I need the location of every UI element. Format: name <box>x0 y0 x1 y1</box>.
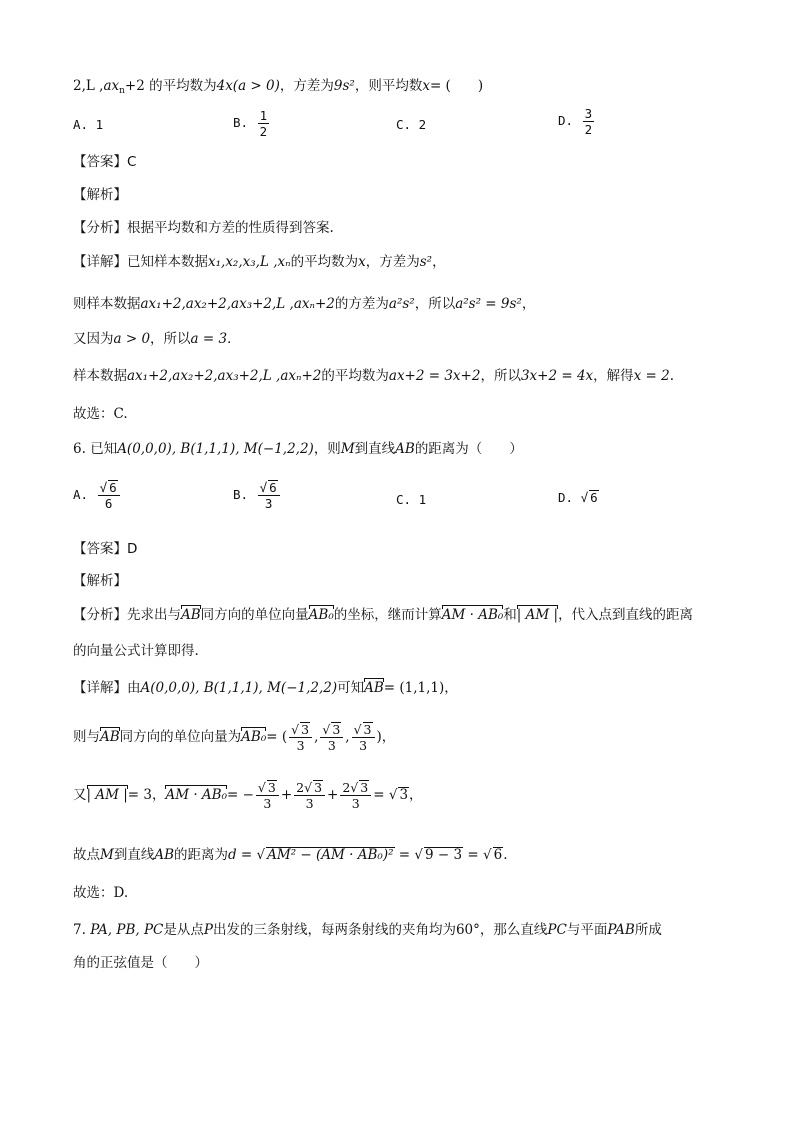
q5-stem-part: ，方差为 <box>279 78 334 94</box>
q5-detail-line-2 <box>73 292 535 312</box>
text: 同方向的单位向量为 <box>119 729 242 745</box>
radical-sign: √ <box>350 780 359 795</box>
math: a²s² = 9s² <box>455 296 522 312</box>
numerator <box>320 722 343 738</box>
analysis-tag: 【解析】 <box>73 573 127 589</box>
numerator <box>294 780 325 796</box>
text: ，所以 <box>480 368 521 384</box>
radicand: AM² − (AM · AB₀)² <box>267 847 394 863</box>
math: = 3 <box>127 787 152 803</box>
q5-fenxi <box>73 216 334 236</box>
radical-sign: √ <box>291 722 300 737</box>
radicand: 3 <box>332 722 341 737</box>
q5-stem <box>73 74 483 96</box>
answer-tag: 【答案】 <box>73 541 127 557</box>
denominator: 3 <box>264 496 273 511</box>
math: A(0,0,0), B(1,1,1), M(−1,2,2) <box>140 680 338 696</box>
math: = <box>373 787 389 803</box>
fenxi-tag: 【分析】 <box>73 607 127 623</box>
coefficient: 2 <box>296 780 305 795</box>
text: ， <box>432 254 446 270</box>
q6-option-c <box>396 492 426 507</box>
radical-sign: √ <box>483 847 492 863</box>
denominator: 3 <box>305 796 314 811</box>
radicand: 6 <box>269 480 277 495</box>
text: . <box>503 847 508 863</box>
text: ，解得 <box>593 368 634 384</box>
text: ， <box>444 680 458 696</box>
text: 的方差为 <box>334 296 389 312</box>
answer-value: D <box>127 541 138 557</box>
analysis-tag: 【解析】 <box>73 187 127 203</box>
fraction <box>258 480 280 511</box>
math: PA, PB, PC <box>90 922 164 938</box>
math: 60° <box>455 922 480 938</box>
text: ，所以 <box>150 331 191 347</box>
text: ，所以 <box>414 296 456 312</box>
denominator: 3 <box>359 738 368 753</box>
fraction <box>340 780 371 811</box>
vector: AB <box>100 729 120 745</box>
text: ， <box>409 787 423 803</box>
radicand: 6 <box>590 490 598 505</box>
radicand: 6 <box>493 847 503 863</box>
radical-sign: √ <box>353 722 362 737</box>
text: 又 <box>73 787 87 803</box>
numerator <box>98 480 120 496</box>
q6-option-d <box>558 490 599 505</box>
q6-fenxi-line-1 <box>73 603 693 623</box>
math: ax₁+2,ax₂+2,ax₃+2,L ,axₙ+2 <box>127 368 322 384</box>
text: 故点 <box>73 847 100 863</box>
text: 角的正弦值是（ ） <box>73 955 208 971</box>
radical-sign: √ <box>304 780 313 795</box>
vector: AB₀ <box>308 607 334 623</box>
math: = − <box>227 787 254 803</box>
text: 到直线 <box>354 441 396 457</box>
denominator: 3 <box>351 796 360 811</box>
fraction <box>352 722 375 753</box>
detail-tag: 【详解】 <box>73 254 127 270</box>
option-label: D. <box>558 113 574 128</box>
q7-stem-line-1 <box>73 918 662 938</box>
q5-answer <box>73 150 136 170</box>
math: ax+2 = 3x+2 <box>388 368 481 384</box>
radical-sign: √ <box>388 787 398 803</box>
option-label: C. 2 <box>396 117 427 132</box>
vector: AB <box>181 607 201 623</box>
text: 与平面 <box>566 922 608 938</box>
radicand: 3 <box>301 722 310 737</box>
text: ， <box>381 729 396 745</box>
q6-stem <box>73 437 523 457</box>
text: 先求出与 <box>127 607 181 623</box>
radicand: 6 <box>109 480 117 495</box>
q5-stem-part: 9s² <box>333 78 355 94</box>
option-label: B. <box>233 115 249 130</box>
text: ，代入点到直线的距离 <box>558 607 694 623</box>
option-label: B. <box>233 487 249 502</box>
fraction <box>98 480 120 511</box>
numerator <box>340 780 371 796</box>
math: A(0,0,0), B(1,1,1), M(−1,2,2) <box>117 441 314 457</box>
fraction <box>256 780 279 811</box>
text: 的平均数为 <box>290 254 359 270</box>
text: 又因为 <box>73 331 114 347</box>
radicand: 3 <box>267 780 276 795</box>
q6-option-a <box>73 480 122 511</box>
text: 是从点 <box>163 922 204 938</box>
q5-conclusion <box>73 402 128 422</box>
radicand: 3 <box>363 722 372 737</box>
text: ， <box>521 296 536 312</box>
q5-analysis-heading <box>73 183 127 203</box>
text: ，那么直线 <box>479 922 548 938</box>
math: P <box>203 922 213 938</box>
radical-sign: √ <box>259 480 268 495</box>
fraction <box>289 722 312 753</box>
text: ． <box>227 331 241 347</box>
radical-sign: √ <box>414 847 424 863</box>
vector: | AM | <box>86 787 128 803</box>
question-number: 7. <box>73 922 86 938</box>
question-number: 6. <box>73 441 86 457</box>
q6-conclusion <box>73 881 128 901</box>
q6-option-b <box>233 480 282 511</box>
radical-sign: √ <box>99 480 108 495</box>
q5-detail-line-4 <box>73 364 674 384</box>
vector: | AM | <box>516 607 559 623</box>
q6-detail-line-1 <box>73 676 458 696</box>
denominator: 3 <box>327 738 336 753</box>
text: 的距离为 <box>174 847 228 863</box>
fenxi-tag: 【分析】 <box>73 220 127 236</box>
math: x = 2 <box>633 368 670 384</box>
radicand: 3 <box>360 780 369 795</box>
q5-option-a <box>73 117 103 132</box>
text: 和 <box>503 607 517 623</box>
text: 同方向的单位向量 <box>200 607 309 623</box>
numerator <box>289 722 312 738</box>
option-label: C. 1 <box>396 492 427 507</box>
text: . <box>669 368 675 384</box>
vector: AM · AB₀ <box>165 787 227 803</box>
conclusion-text: 故选：D. <box>73 885 129 901</box>
text: 的距离为（ ） <box>414 441 523 457</box>
vector: AB₀ <box>241 729 267 745</box>
denominator: 3 <box>296 738 305 753</box>
fraction <box>294 780 325 811</box>
text: 则与 <box>73 729 100 745</box>
q5-stem-part: ax <box>103 78 120 94</box>
text: 出发的三条射线，每两条射线的夹角均为 <box>212 922 456 938</box>
text: 到直线 <box>113 847 155 863</box>
q5-option-c <box>396 117 426 132</box>
math: 3x+2 = 4x <box>520 368 594 384</box>
denominator: 3 <box>263 796 272 811</box>
radicand: 9 − 3 <box>425 847 463 863</box>
numerator: 3 <box>584 106 593 121</box>
math: M <box>100 847 114 863</box>
math: PAB <box>607 922 635 938</box>
radical-sign: √ <box>580 490 589 505</box>
numerator <box>258 480 280 496</box>
q5-stem-part: n <box>119 86 125 96</box>
math: PC <box>547 922 567 938</box>
q6-fenxi-line-2 <box>73 639 199 659</box>
text: 已知 <box>90 441 118 457</box>
math: AB <box>395 441 415 457</box>
math: M <box>340 441 355 457</box>
text: 所成 <box>634 922 662 938</box>
option-label: A. 1 <box>73 117 104 132</box>
q5-detail-line-1 <box>73 250 446 270</box>
q5-stem-part: 4x(a > 0) <box>216 78 280 94</box>
text: 由 <box>127 680 141 696</box>
conclusion-text: 故选：C. <box>73 406 128 422</box>
math: a²s² <box>388 296 415 312</box>
numerator <box>352 722 375 738</box>
fraction <box>583 106 595 137</box>
detail-tag: 【详解】 <box>73 680 127 696</box>
radical-sign: √ <box>256 847 266 863</box>
q5-stem-part: 2,L , <box>73 78 104 94</box>
math: a > 0 <box>113 331 151 347</box>
coefficient: 2 <box>342 780 351 795</box>
q5-stem-part: = ( ) <box>429 78 484 94</box>
vector: AM · AB₀ <box>441 607 504 623</box>
text: 可知 <box>337 680 365 696</box>
answer-tag: 【答案】 <box>73 154 127 170</box>
q5-option-b <box>233 108 271 139</box>
radical-sign: √ <box>322 722 331 737</box>
text: ，方差为 <box>365 254 420 270</box>
math: ) <box>376 729 382 745</box>
math: d = <box>228 847 253 863</box>
denominator: 6 <box>104 496 113 511</box>
q5-stem-part: x <box>422 78 430 94</box>
vector: AB <box>364 680 384 696</box>
math: x <box>358 254 366 270</box>
q6-detail-line-3: 又| AM |= 3，AM · AB₀= − $\frac{√ 3}{3}$ + $\frac{2√ 3}{3}$ + $\frac{2√ 3}{3}$ = √ 3， <box>73 780 423 811</box>
math: ax₁+2,ax₂+2,ax₃+2,L ,axₙ+2 <box>140 296 335 312</box>
q7-stem-line-2 <box>73 951 208 971</box>
math: AB <box>154 847 174 863</box>
radicand: 3 <box>314 780 323 795</box>
fraction <box>258 108 270 139</box>
q5-stem-part: +2 的平均数为 <box>124 78 217 94</box>
text: 则样本数据 <box>73 296 141 312</box>
math: = (1,1,1) <box>383 680 445 696</box>
math: = ( <box>266 729 288 745</box>
text: 的向量公式计算即得. <box>73 643 199 659</box>
option-label: D. <box>558 490 574 505</box>
denominator: 2 <box>584 122 593 137</box>
q6-answer <box>73 537 137 557</box>
q6-analysis-heading <box>73 569 127 589</box>
q5-option-d <box>558 106 596 137</box>
radicand: 3 <box>399 787 409 803</box>
q5-detail-line-3 <box>73 327 241 347</box>
denominator: 2 <box>259 124 268 139</box>
answer-value: C <box>127 154 137 170</box>
q5-stem-part: ，则平均数 <box>354 78 423 94</box>
radical-sign: √ <box>257 780 266 795</box>
math: x₁,x₂,x₃,L ,xₙ <box>208 254 291 270</box>
fenxi-text: 根据平均数和方差的性质得到答案. <box>127 220 334 236</box>
fraction <box>320 722 343 753</box>
text: 样本数据 <box>73 368 127 384</box>
q6-detail-line-2: 则与AB同方向的单位向量为AB₀= ( $\frac{√ 3}{3}$ , $\frac{√ 3}{3}$ , $\frac{√ 3}{3}$ )， <box>73 722 396 753</box>
math: s² <box>419 254 433 270</box>
numerator: 1 <box>259 108 268 123</box>
text: 的平均数为 <box>321 368 389 384</box>
text: ， <box>151 787 166 803</box>
text: 的坐标，继而计算 <box>333 607 442 623</box>
q6-detail-line-4: 故点M到直线AB的距离为d = √ AM² − (AM · AB₀)² = √ 9 − 3 = √ 6. <box>73 847 508 863</box>
numerator <box>256 780 279 796</box>
text: ，则 <box>313 441 341 457</box>
math: a = 3 <box>190 331 228 347</box>
text: 已知样本数据 <box>127 254 208 270</box>
option-label: A. <box>73 487 89 502</box>
